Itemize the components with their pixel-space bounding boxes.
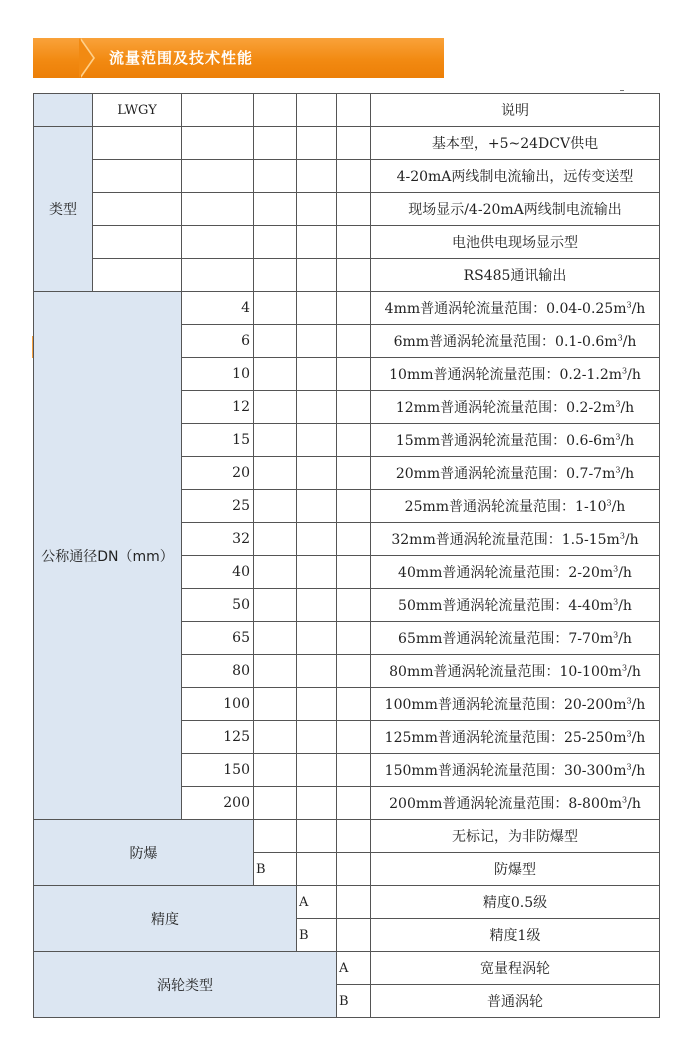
flow-range-description [371,424,660,457]
dn-value: 100 [182,688,254,721]
flow-range-text: 32mm普通涡轮流量范围：$1.5-15m^3/h$ [391,531,639,548]
dn-row [34,292,660,325]
empty-cell [297,853,337,886]
empty-cell [297,226,337,259]
empty-cell [254,160,297,193]
superscript-three: 3 [615,432,621,442]
flow-range-text: 50mm普通涡轮流量范围：$4-40m^3/h$ [398,597,632,614]
superscript-three: 3 [622,663,628,673]
flow-range-text: 80mm普通涡轮流量范围：$10-100m^3/h$ [389,663,641,680]
type-label: 类型 [34,127,93,292]
empty-cell [337,424,371,457]
flow-range-description [371,523,660,556]
empty-cell [337,457,371,490]
dn-value: 40 [182,556,254,589]
empty-cell [182,226,254,259]
superscript-three: 3 [613,597,619,607]
flow-range-text: 200mm普通涡轮流量范围：$8-800m^3/h$ [389,795,641,812]
empty-cell [297,160,337,193]
explosion-label: 防爆 [34,820,254,886]
empty-cell [337,589,371,622]
explosion-code [254,820,297,853]
empty-cell [297,721,337,754]
empty-cell [297,457,337,490]
empty-cell [93,160,182,193]
flow-range-description [371,391,660,424]
empty-cell [254,193,297,226]
empty-cell [254,226,297,259]
empty-cell [297,358,337,391]
empty-cell [254,457,297,490]
turbine-label: 涡轮类型 [34,952,337,1018]
flow-range-description [371,721,660,754]
superscript-three: 3 [619,531,625,541]
superscript-three: 3 [613,564,619,574]
empty-cell [254,358,297,391]
type-row [34,226,660,259]
dn-value: 15 [182,424,254,457]
empty-cell [337,688,371,721]
empty-cell [337,721,371,754]
empty-cell [297,754,337,787]
dn-value: 125 [182,721,254,754]
dn-value: 4 [182,292,254,325]
flow-range-text: 65mm普通涡轮流量范围：$7-70m^3/h$ [398,630,632,647]
flow-range-description [371,589,660,622]
flow-range-description [371,457,660,490]
header-row [34,94,660,127]
description-header: 说明 [371,94,660,127]
empty-cell [297,127,337,160]
header-empty-cell [254,94,297,127]
type-row [34,160,660,193]
empty-cell [182,193,254,226]
flow-range-description [371,688,660,721]
empty-cell [254,325,297,358]
flow-range-text: 125mm普通涡轮流量范围：$25-250m^3/h$ [384,729,646,746]
accuracy-code: A [297,886,337,919]
superscript-three: 3 [626,762,632,772]
flow-range-description [371,754,660,787]
flow-range-description [371,787,660,820]
accuracy-description: 精度1级 [371,919,660,952]
flow-range-text: 20mm普通涡轮流量范围：$0.7-7m^3/h$ [395,465,635,482]
empty-cell [337,325,371,358]
empty-cell [93,226,182,259]
superscript-three: 3 [622,366,628,376]
banner-title: 流量范围及技术性能 [109,49,254,67]
superscript-three: 3 [613,630,619,640]
dn-value: 200 [182,787,254,820]
empty-cell [337,160,371,193]
empty-cell [297,325,337,358]
flow-range-description [371,292,660,325]
explosion-row [34,820,660,853]
dn-value: 50 [182,589,254,622]
flow-range-text: 150mm普通涡轮流量范围：$30-300m^3/h$ [384,762,646,779]
superscript-three: 3 [615,399,621,409]
flow-range-text: 10mm普通涡轮流量范围：$0.2-1.2m^3/h$ [389,366,641,383]
dn-value: 12 [182,391,254,424]
accuracy-label: 精度 [34,886,297,952]
empty-cell [337,655,371,688]
turbine-code: A [337,952,371,985]
spec-table [33,93,660,1018]
superscript-three: 3 [615,465,621,475]
accuracy-row [34,886,660,919]
section-banner [33,38,444,78]
empty-cell [297,424,337,457]
flow-range-text: 40mm普通涡轮流量范围：$2-20m^3/h$ [398,564,632,581]
empty-cell [254,655,297,688]
empty-cell [93,127,182,160]
type-row [34,259,660,292]
banner-arrow-icon [79,38,93,78]
superscript-three: 3 [617,333,623,343]
empty-cell [182,127,254,160]
empty-cell [254,292,297,325]
dn-value: 25 [182,490,254,523]
empty-cell [297,391,337,424]
empty-cell [337,787,371,820]
empty-cell [297,622,337,655]
superscript-three: 3 [622,795,628,805]
flow-range-description [371,490,660,523]
empty-cell [254,622,297,655]
divider-mark [620,90,624,91]
type-row [34,127,660,160]
empty-cell [337,556,371,589]
type-description: 电池供电现场显示型 [371,226,660,259]
empty-cell [337,754,371,787]
flow-range-description [371,622,660,655]
empty-cell [297,292,337,325]
flow-range-description [371,325,660,358]
empty-cell [297,787,337,820]
dn-value: 150 [182,754,254,787]
empty-cell [337,193,371,226]
type-description: RS485通讯输出 [371,259,660,292]
flow-range-text: 12mm普通涡轮流量范围：$0.2-2m^3/h$ [395,399,635,416]
empty-cell [337,853,371,886]
dn-value: 20 [182,457,254,490]
empty-cell [337,820,371,853]
empty-cell [337,292,371,325]
flow-range-text: 15mm普通涡轮流量范围：$0.6-6m^3/h$ [395,432,635,449]
model-header: LWGY [93,94,182,127]
dn-value: 10 [182,358,254,391]
empty-cell [254,127,297,160]
type-row [34,193,660,226]
empty-cell [254,424,297,457]
superscript-three: 3 [606,498,612,508]
superscript-three: 3 [626,696,632,706]
flow-range-description [371,655,660,688]
turbine-row [34,952,660,985]
turbine-description: 宽量程涡轮 [371,952,660,985]
empty-cell [254,688,297,721]
flow-range-text: 6mm普通涡轮流量范围：$0.1-0.6m^3/h$ [393,333,637,350]
empty-cell [297,523,337,556]
empty-cell [254,556,297,589]
empty-cell [297,655,337,688]
superscript-three: 3 [626,729,632,739]
empty-cell [254,391,297,424]
empty-cell [93,259,182,292]
empty-cell [297,589,337,622]
empty-cell [337,622,371,655]
turbine-description: 普通涡轮 [371,985,660,1018]
empty-cell [337,358,371,391]
type-description: 4-20mA两线制电流输出，远传变送型 [371,160,660,193]
explosion-description: 无标记，为非防爆型 [371,820,660,853]
empty-cell [297,259,337,292]
empty-cell [254,787,297,820]
empty-cell [337,127,371,160]
empty-cell [254,259,297,292]
empty-cell [337,226,371,259]
empty-cell [297,688,337,721]
empty-cell [254,754,297,787]
empty-cell [297,820,337,853]
type-description: 现场显示/4-20mA两线制电流输出 [371,193,660,226]
empty-cell [182,259,254,292]
flow-range-text: 25mm普通涡轮流量范围：$1-10^3/h$ [404,498,626,515]
empty-cell [337,886,371,919]
empty-cell [337,919,371,952]
flow-range-description [371,358,660,391]
empty-cell [254,523,297,556]
empty-cell [254,490,297,523]
dn-value: 32 [182,523,254,556]
empty-cell [93,193,182,226]
explosion-description: 防爆型 [371,853,660,886]
empty-cell [297,556,337,589]
header-blank-cell [34,94,93,127]
flow-range-text: 4mm普通涡轮流量范围：$0.04-0.25m^3/h$ [384,300,646,317]
empty-cell [297,490,337,523]
empty-cell [337,490,371,523]
header-empty-cell [297,94,337,127]
empty-cell [337,259,371,292]
empty-cell [297,193,337,226]
dn-value: 65 [182,622,254,655]
dn-label: 公称通径DN（mm） [34,292,182,820]
explosion-code: B [254,853,297,886]
empty-cell [337,523,371,556]
superscript-three: 3 [626,300,632,310]
header-empty-cell [337,94,371,127]
dn-value: 80 [182,655,254,688]
dn-value: 6 [182,325,254,358]
accuracy-code: B [297,919,337,952]
empty-cell [182,160,254,193]
accuracy-description: 精度0.5级 [371,886,660,919]
empty-cell [254,589,297,622]
turbine-code: B [337,985,371,1018]
flow-range-description [371,556,660,589]
type-description: 基本型，+5~24DCV供电 [371,127,660,160]
empty-cell [254,721,297,754]
header-empty-cell [182,94,254,127]
empty-cell [337,391,371,424]
flow-range-text: 100mm普通涡轮流量范围：$20-200m^3/h$ [384,696,646,713]
